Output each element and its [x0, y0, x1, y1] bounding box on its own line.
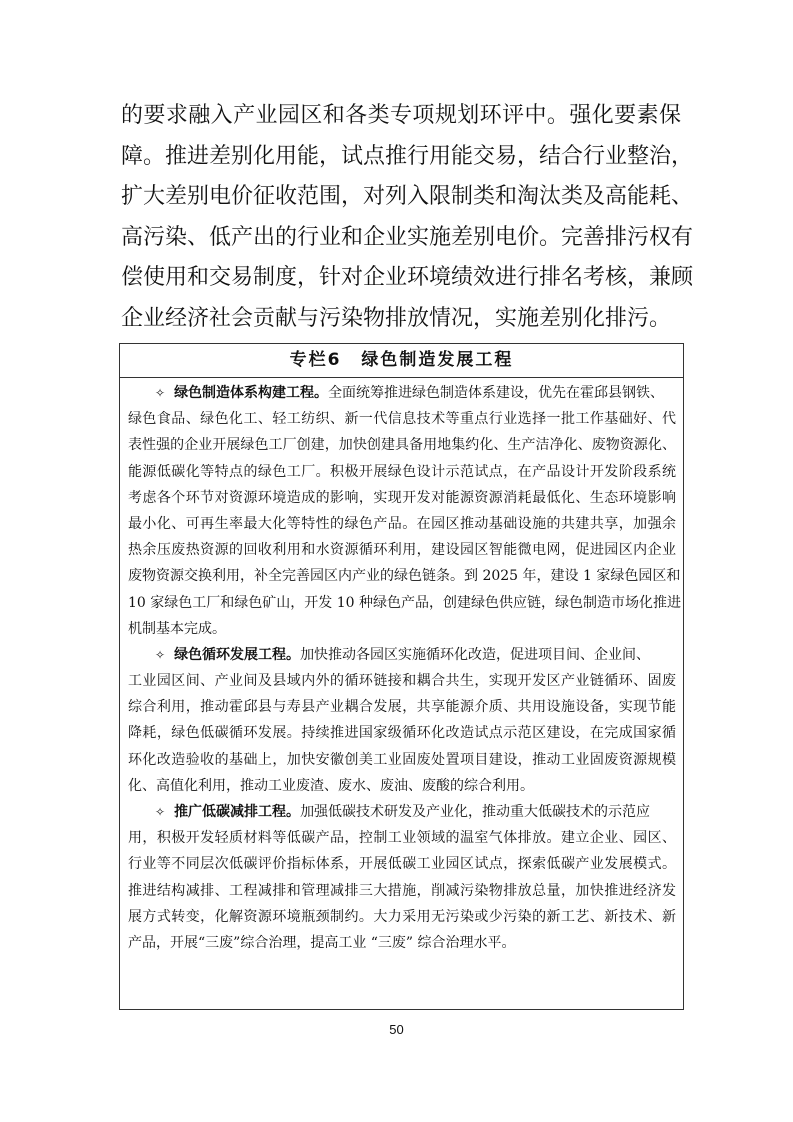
text-line: 10 家绿色工厂和绿色矿山，开发 10 种绿色产品，创建绿色供应链，绿色制造市场化推进 [128, 594, 681, 611]
text-line: 的要求融入产业园区和各类专项规划环评中。强化要素保 [121, 103, 681, 128]
box-title [120, 344, 683, 378]
diamond-bullet-icon: ✧ [155, 386, 166, 400]
paragraph-first-line [128, 380, 676, 406]
paragraph-text: 全面统筹推进绿色制造体系建设，优先在霍邱县钢铁、 [328, 385, 665, 401]
text-line: 高污染、低产出的行业和企业实施差别电价。完善排污权有 [121, 224, 694, 250]
paragraph-first-line [128, 799, 676, 825]
paragraph-text: 加快推动各园区实施循环化改造，促进项目间、企业间、 [300, 646, 651, 663]
paragraph-heading: 绿色制造体系构建工程。 [174, 385, 329, 401]
text-line: 扩大差别电价征收范围，对列入限制类和淘汰类及高能耗、 [121, 184, 694, 209]
text-line: 推进结构减排、工程减排和管理减排三大措施，削减污染物排放总量，加快推进经济发 [128, 882, 676, 899]
special-column-box [119, 343, 684, 1010]
text-line: 化、高值化利用，推动工业废渣、废水、废油、废酸的综合利用。 [128, 777, 534, 794]
text-line: 绿色食品、绿色化工、轻工纺织、新一代信息技术等重点行业选择一批工作基础好、代 [128, 411, 676, 428]
text-line: 偿使用和交易制度，针对企业环境绩效进行排名考核，兼顾 [121, 265, 694, 290]
text-line: 考虑各个环节对资源环境造成的影响，实现开发对能源资源消耗最低化、生态环境影响 [128, 489, 676, 506]
diamond-bullet-icon: ✧ [155, 647, 166, 662]
text-line: 用，积极开发轻质材料等低碳产品，控制工业领域的温室气体排放。建立企业、园区、 [128, 830, 676, 847]
text-line: 障。推进差别化用能，试点推行用能交易，结合行业整治， [121, 143, 694, 169]
intro-paragraph [121, 96, 694, 339]
diamond-bullet-icon: ✧ [155, 805, 166, 819]
text-line: 废物资源交换利用，补全完善园区内产业的绿色链条。到 2025 年，建设 1 家绿色园区和 [128, 568, 681, 585]
text-line: 热余压废热资源的回收利用和水资源循环利用，建设园区智能微电网，促进园区内企业 [128, 542, 676, 559]
page-number: 50 [389, 1022, 404, 1037]
text-line: 综合利用，推动霍邱县与寿县产业耦合发展，共享能源介质、共用设施设备，实现节能 [128, 699, 676, 716]
paragraph-heading: 绿色循环发展工程。 [174, 646, 301, 663]
text-line: 工业园区间、产业间及县域内外的循环链接和耦合共生，实现开发区产业链循环、固废 [128, 673, 676, 690]
text-line: 表性强的企业开展绿色工厂创建，加快创建具备用地集约化、生产洁净化、废物资源化、 [128, 437, 676, 454]
box-title-number: 专栏6 [289, 350, 342, 370]
text-line: 降耗，绿色低碳循环发展。持续推进国家级循环化改造试点示范区建设，在完成国家循 [128, 725, 676, 742]
box-body [120, 378, 683, 956]
text-line: 机制基本完成。 [128, 620, 226, 637]
box-title-text: 绿色制造发展工程 [361, 350, 514, 370]
paragraph-heading: 推广低碳减排工程。 [174, 804, 301, 820]
text-line: 环化改造验收的基础上，加快安徽创美工业固废处置项目建设，推动工业固废资源规模 [128, 751, 676, 768]
text-line: 展方式转变，化解资源环境瓶颈制约。大力采用无污染或少污染的新工艺、新技术、新 [128, 908, 676, 925]
text-line: 最小化、可再生率最大化等特性的绿色产品。在园区推动基础设施的共建共享，加强余 [128, 515, 676, 532]
text-line: 能源低碳化等特点的绿色工厂。积极开展绿色设计示范试点，在产品设计开发阶段系统 [128, 463, 676, 480]
paragraph-first-line [128, 642, 676, 668]
text-line: 企业经济社会贡献与污染物排放情况，实施差别化排污。 [121, 305, 672, 331]
paragraph-text: 加强低碳技术研发及产业化，推动重大低碳技术的示范应 [300, 804, 651, 820]
text-line: 产品，开展“三废”综合治理，提高工业 “三废” 综合治理水平。 [128, 934, 516, 951]
text-line: 行业等不同层次低碳评价指标体系，开展低碳工业园区试点，探索低碳产业发展模式。 [128, 856, 676, 873]
